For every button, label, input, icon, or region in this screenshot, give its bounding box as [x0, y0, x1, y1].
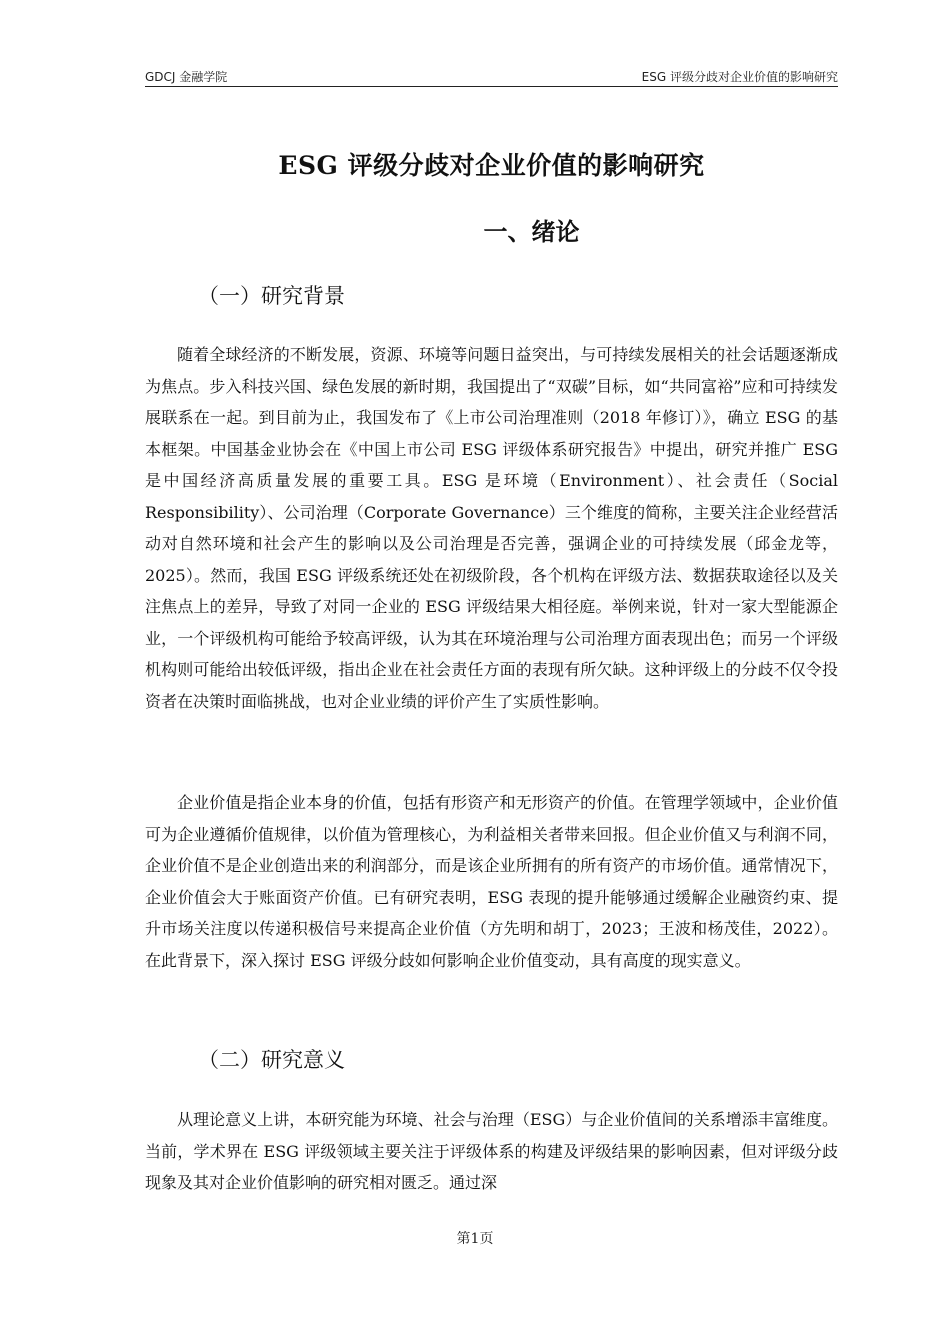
chapter-heading: 一、绪论: [483, 218, 580, 246]
header-right-text: ESG 评级分歧对企业价值的影响研究: [641, 70, 838, 84]
section-heading-significance: （二）研究意义: [198, 1048, 345, 1072]
section-heading-background: （一）研究背景: [198, 284, 345, 308]
header-left-text: GDCJ 金融学院: [145, 70, 228, 84]
paragraph-significance-1: 从理论意义上讲，本研究能为环境、社会与治理（ESG）与企业价值间的关系增添丰富维度。当前，学术界在 ESG 评级领域主要关注于评级体系的构建及评级结果的影响因素，但对评级分歧现象及其对企业价值影响的研究相对匮乏。通过深: [145, 1110, 838, 1192]
document-title: ESG 评级分歧对企业价值的影响研究: [278, 151, 705, 180]
page-number: 第1页: [456, 1231, 494, 1247]
page-header: [145, 66, 838, 87]
paragraph-background-1: 随着全球经济的不断发展，资源、环境等问题日益突出，与可持续发展相关的社会话题逐渐成为焦点。步入科技兴国、绿色发展的新时期，我国提出了“双碳”目标，如“共同富裕”应和可持续发展联系在一起。到目前为止，我国发布了《上市公司治理准则（2018 年修订）》，确立 ESG 的基本框架。中国基金业协会在《中国上市公司 ESG 评级体系研究报告》中提出，研究并推广 ESG 是中国经济高质量发展的重要工具。ESG 是环境（Environment）、社会责任（Social Responsibility）、公司治理（Corporate Governance）三个维度的简称，主要关注企业经营活动对自然环境和社会产生的影响以及公司治理是否完善，强调企业的可持续发展（邱金龙等，2025）。然而，我国 ESG 评级系统还处在初级阶段，各个机构在评级方法、数据获取途径以及关注焦点上的差异，导致了对同一企业的 ESG 评级结果大相径庭。举例来说，针对一家大型能源企业，一个评级机构可能给予较高评级，认为其在环境治理与公司治理方面表现出色；而另一个评级机构则可能给出较低评级，指出企业在社会责任方面的表现有所欠缺。这种评级上的分歧不仅令投资者在决策时面临挑战，也对企业业绩的评价产生了实质性影响。: [145, 345, 838, 711]
paragraph-background-2: 企业价值是指企业本身的价值，包括有形资产和无形资产的价值。在管理学领域中，企业价值可为企业遵循价值规律，以价值为管理核心，为利益相关者带来回报。但企业价值又与利润不同，企业价值不是企业创造出来的利润部分，而是该企业所拥有的所有资产的市场价值。通常情况下，企业价值会大于账面资产价值。已有研究表明，ESG 表现的提升能够通过缓解企业融资约束、提升市场关注度以传递积极信号来提高企业价值（方先明和胡丁，2023；王波和杨茂佳，2022）。在此背景下，深入探讨 ESG 评级分歧如何影响企业价值变动，具有高度的现实意义。: [145, 793, 838, 970]
